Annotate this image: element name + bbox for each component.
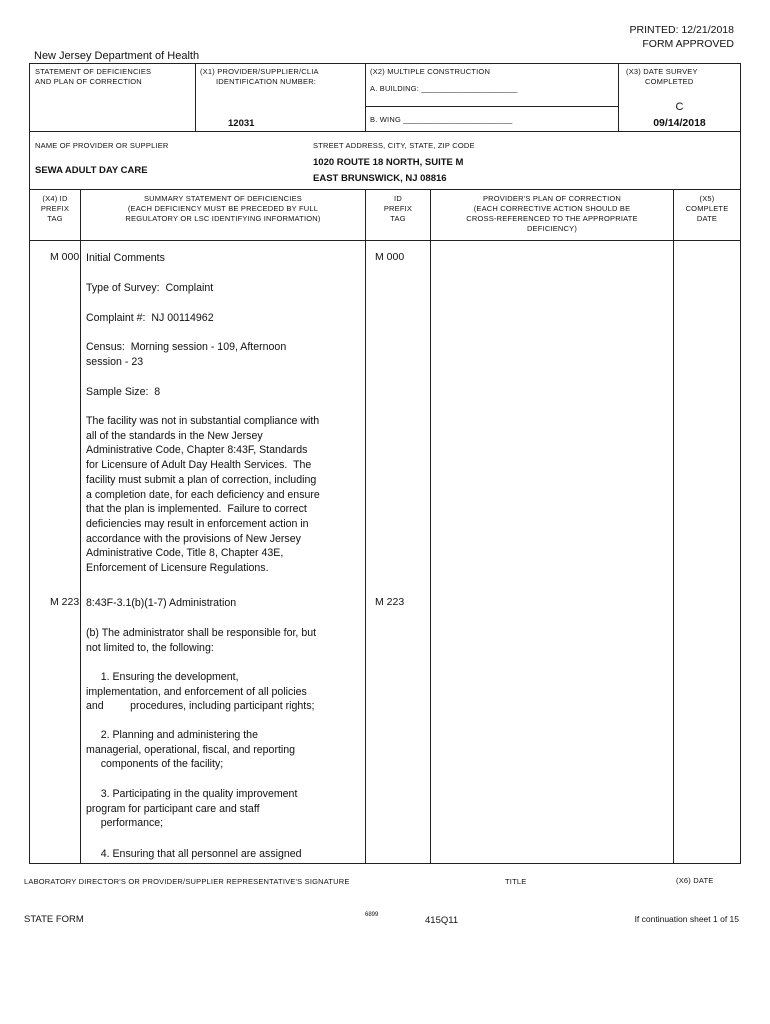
address-line-1: 1020 ROUTE 18 NORTH, SUITE M xyxy=(313,157,464,168)
wing-field: B. WING _________________________ xyxy=(370,115,513,124)
x4-header-line: PREFIX xyxy=(40,204,70,213)
regulation-heading: 8:43F-3.1(b)(1-7) Administration xyxy=(86,597,237,609)
grid-divider xyxy=(365,106,619,107)
x6-date-label: (X6) DATE xyxy=(676,876,714,885)
census: Census: Morning session - 109, Afternoon session - 23 xyxy=(86,341,287,368)
summary-header xyxy=(82,194,364,224)
form-name: STATE FORM xyxy=(24,914,84,925)
x2-label: (X2) MULTIPLE CONSTRUCTION xyxy=(370,67,491,76)
agency-name: New Jersey Department of Health xyxy=(34,50,200,62)
provider-name: SEWA ADULT DAY CARE xyxy=(35,165,148,176)
item-4: 4. Ensuring that all personnel are assigned xyxy=(86,848,302,860)
id-header-line: PREFIX xyxy=(383,204,413,213)
plan-header-line: (EACH CORRECTIVE ACTION SHOULD BE xyxy=(473,204,631,213)
grid-divider xyxy=(29,131,741,132)
x5-header-line: (X5) xyxy=(699,194,715,203)
grid-divider xyxy=(195,63,196,131)
sample-size: Sample Size: 8 xyxy=(86,386,161,398)
x4-header-line: (X4) ID xyxy=(42,194,68,203)
x4-header xyxy=(30,194,80,224)
survey-type: Type of Survey: Complaint xyxy=(86,282,214,294)
body-left-border xyxy=(29,240,30,863)
x5-header-line: COMPLETE xyxy=(685,204,729,213)
address-line-2: EAST BRUNSWICK, NJ 08816 xyxy=(313,173,447,184)
statement-label: AND PLAN OF CORRECTION xyxy=(35,77,142,86)
form-status: FORM APPROVED xyxy=(642,38,734,50)
x4-header-line: TAG xyxy=(47,214,63,223)
administrator-paragraph: (b) The administrator shall be responsible for, but not limited to, the following: xyxy=(86,627,317,654)
item-1: 1. Ensuring the development, implementation, and enforcement of all policies and procedures, including participant rights; xyxy=(86,671,315,713)
x5-header-line: DATE xyxy=(696,214,718,223)
grid-divider xyxy=(365,63,366,131)
grid-divider xyxy=(29,189,741,190)
tag-m223-plan: M 223 xyxy=(375,596,405,608)
tag-m000-plan: M 000 xyxy=(375,251,405,263)
survey-date: 09/14/2018 xyxy=(653,117,706,129)
column-divider xyxy=(673,189,674,241)
building-field: A. BUILDING: ______________________ xyxy=(370,84,518,93)
id-header-line: ID xyxy=(394,194,402,203)
statement-label: STATEMENT OF DEFICIENCIES xyxy=(35,67,152,76)
tag-m000: M 000 xyxy=(50,251,80,263)
summary-header-line: REGULATORY OR LSC IDENTIFYING INFORMATION) xyxy=(125,214,321,223)
grid-top-border xyxy=(29,63,741,64)
summary-header-line: (EACH DEFICIENCY MUST BE PRECEDED BY FULL xyxy=(127,204,319,213)
column-divider xyxy=(673,240,674,863)
compliance-paragraph: The facility was not in substantial compliance with all of the standards in the New Jersey Administrative Code, Chapter 8:43F, Standards for Licensure of Adult Day Health Services. The facility must submit a plan of correction, including a completion date, for each deficiency and ensure that the plan is implemented. Failure to correct deficiencies may result in enforcement action in accordance with the provisions of New Jersey Administrative Code, Title 8, Chapter 43E, Enforcement of Licensure Regulations. xyxy=(86,415,320,575)
column-divider xyxy=(430,189,431,241)
grid-right-border xyxy=(740,63,741,241)
complaint-number: Complaint #: NJ 00114962 xyxy=(86,312,214,324)
plan-header xyxy=(431,194,673,234)
address-label: STREET ADDRESS, CITY, STATE, ZIP CODE xyxy=(313,141,475,150)
id-header xyxy=(367,194,429,224)
item-2: 2. Planning and administering the managerial, operational, fiscal, and reporting components of the facility; xyxy=(86,729,296,771)
form-number: 6899 xyxy=(365,912,379,918)
column-divider xyxy=(365,240,366,863)
provider-name-label: NAME OF PROVIDER OR SUPPLIER xyxy=(35,141,169,150)
column-divider xyxy=(80,240,81,863)
item-3: 3. Participating in the quality improvement program for participant care and staff performance; xyxy=(86,788,298,830)
plan-header-line: PROVIDER'S PLAN OF CORRECTION xyxy=(482,194,622,203)
grid-divider xyxy=(29,240,741,241)
tag-m223: M 223 xyxy=(50,596,80,608)
signature-label: LABORATORY DIRECTOR'S OR PROVIDER/SUPPLIER REPRESENTATIVE'S SIGNATURE xyxy=(24,877,350,886)
x5-header xyxy=(675,194,739,224)
column-divider xyxy=(365,189,366,241)
provider-id: 12031 xyxy=(228,118,255,129)
initial-comments-heading: Initial Comments xyxy=(86,252,165,264)
x3-label: COMPLETED xyxy=(645,77,694,86)
plan-header-line: CROSS-REFERENCED TO THE APPROPRIATE xyxy=(466,214,638,223)
x1-label: IDENTIFICATION NUMBER: xyxy=(216,77,317,86)
body-right-border xyxy=(740,240,741,863)
summary-header-line: SUMMARY STATEMENT OF DEFICIENCIES xyxy=(143,194,302,203)
x3-label: (X3) DATE SURVEY xyxy=(626,67,698,76)
continuation-note: If continuation sheet 1 of 15 xyxy=(634,914,739,924)
title-label: TITLE xyxy=(505,877,527,886)
column-divider xyxy=(430,240,431,863)
x1-label: (X1) PROVIDER/SUPPLIER/CLIA xyxy=(200,67,319,76)
column-divider xyxy=(80,189,81,241)
survey-code: C xyxy=(675,101,684,113)
plan-header-line: DEFICIENCY) xyxy=(526,224,578,233)
event-id: 415Q11 xyxy=(425,915,459,926)
id-header-line: TAG xyxy=(390,214,406,223)
printed-date: PRINTED: 12/21/2018 xyxy=(629,24,734,36)
body-bottom-border xyxy=(29,863,741,864)
